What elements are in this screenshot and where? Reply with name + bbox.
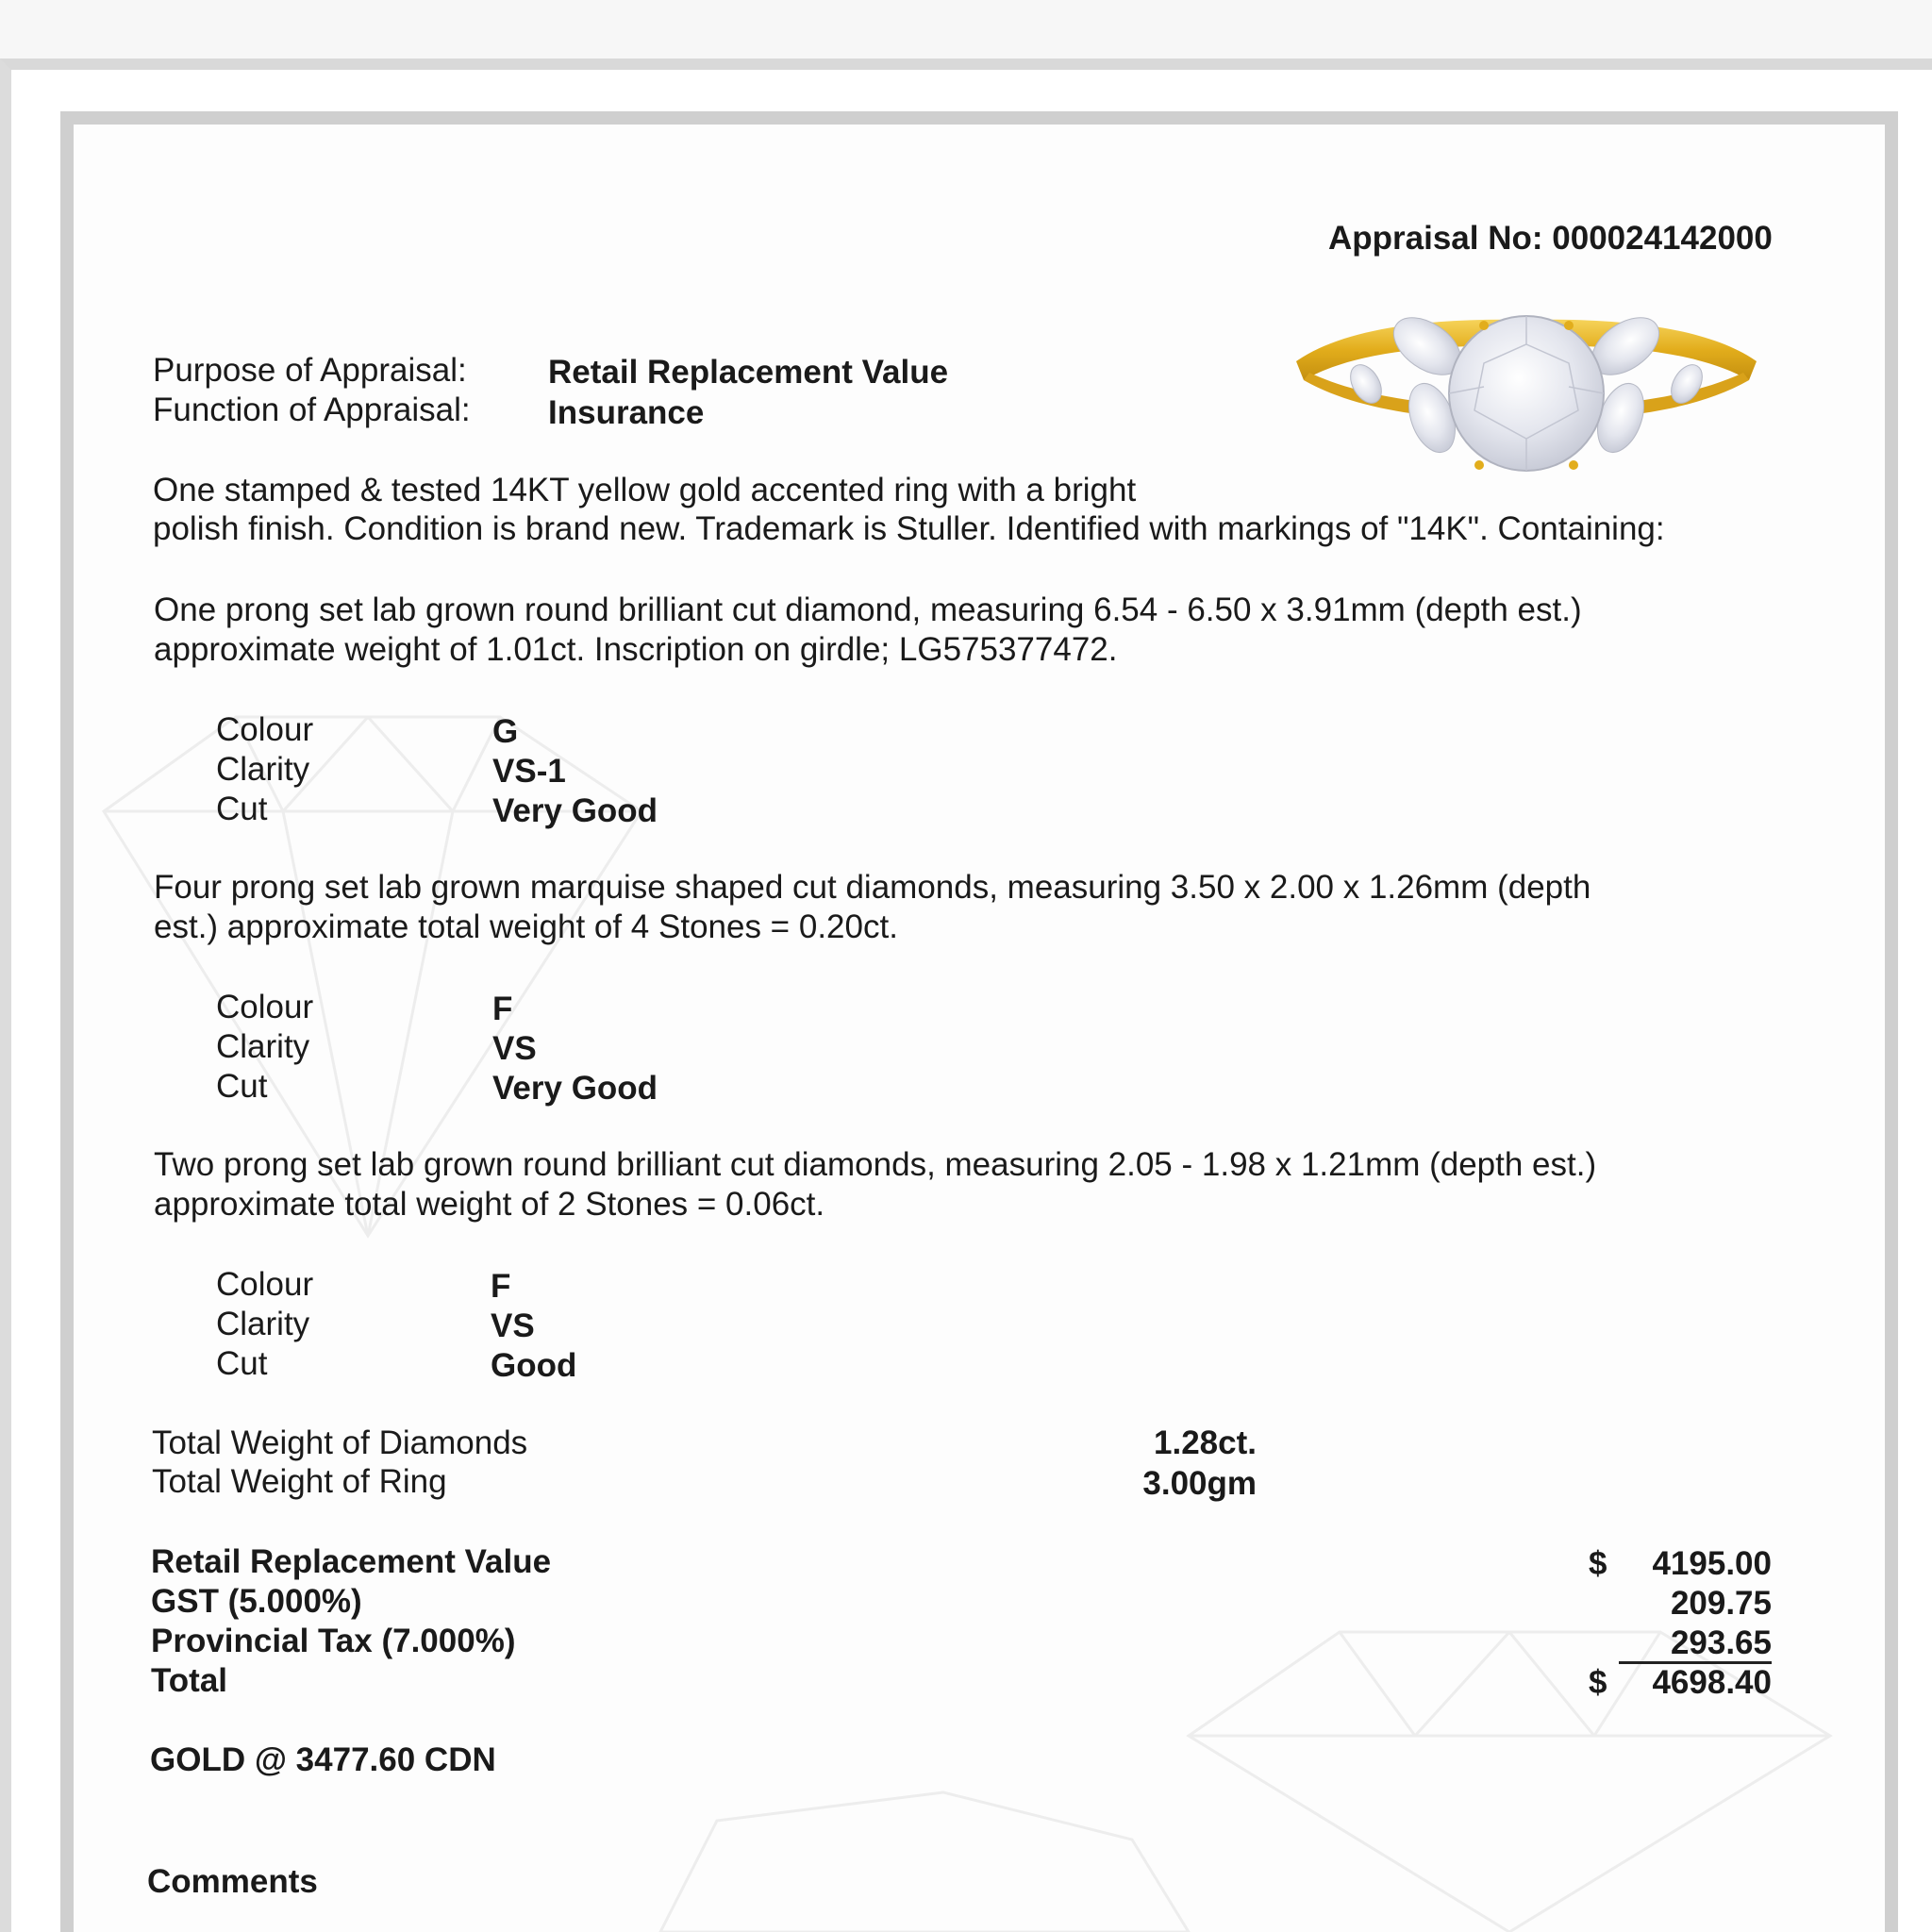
total-label: Total (151, 1662, 228, 1699)
stone-3-line-2: approximate total weight of 2 Stones = 0.06ct. (154, 1186, 825, 1223)
retail-value-label: Retail Replacement Value (151, 1543, 552, 1580)
appraisal-number: Appraisal No: 000024142000 (1328, 220, 1773, 257)
stone-2-clarity-label: Clarity (216, 1028, 310, 1065)
gst-label: GST (5.000%) (151, 1583, 362, 1620)
description-line-1: One stamped & tested 14KT yellow gold accented ring with a bright (153, 472, 1137, 508)
gst-amount: 209.75 (1670, 1585, 1772, 1622)
provincial-tax-label: Provincial Tax (7.000%) (151, 1623, 516, 1659)
description-line-2: polish finish. Condition is brand new. Trademark is Stuller. Identified with markings of "14K". Containing: (153, 510, 1665, 547)
stone-3-line-1: Two prong set lab grown round brilliant cut diamonds, measuring 2.05 - 1.98 x 1.21mm (depth est.) (154, 1146, 1597, 1183)
stone-3-clarity-value: VS (491, 1307, 535, 1344)
function-value: Insurance (548, 394, 705, 431)
purpose-label: Purpose of Appraisal: (153, 352, 467, 389)
retail-value-amount: 4195.00 (1652, 1545, 1772, 1582)
total-currency: $ (1589, 1664, 1607, 1701)
stone-2-colour-value: F (492, 991, 513, 1027)
function-label: Function of Appraisal: (153, 391, 471, 428)
total-amount: 4698.40 (1652, 1664, 1772, 1701)
stone-3-cut-label: Cut (216, 1345, 268, 1382)
stone-1-cut-label: Cut (216, 791, 268, 827)
provincial-tax-amount: 293.65 (1670, 1624, 1772, 1661)
total-weight-diamonds-label: Total Weight of Diamonds (152, 1424, 528, 1461)
ring-photo (1291, 307, 1762, 491)
stone-2-line-2: est.) approximate total weight of 4 Stones = 0.20ct. (154, 908, 898, 945)
purpose-value: Retail Replacement Value (548, 354, 949, 391)
stone-2-clarity-value: VS (492, 1030, 537, 1067)
stone-1-line-2: approximate weight of 1.01ct. Inscription on girdle; LG575377472. (154, 631, 1118, 668)
total-weight-diamonds-value: 1.28ct. (1154, 1424, 1257, 1461)
stone-3-colour-label: Colour (216, 1266, 314, 1303)
stone-2-cut-label: Cut (216, 1068, 268, 1105)
gold-price: GOLD @ 3477.60 CDN (150, 1741, 496, 1778)
total-weight-ring-label: Total Weight of Ring (152, 1463, 447, 1500)
stone-1-colour-value: G (492, 713, 519, 750)
stone-2-line-1: Four prong set lab grown marquise shaped cut diamonds, measuring 3.50 x 2.00 x 1.26mm (depth (154, 869, 1591, 906)
stone-1-line-1: One prong set lab grown round brilliant cut diamond, measuring 6.54 - 6.50 x 3.91mm (depth est.) (154, 591, 1582, 628)
retail-currency: $ (1589, 1545, 1607, 1582)
stone-3-clarity-label: Clarity (216, 1306, 310, 1342)
stone-2-colour-label: Colour (216, 989, 314, 1025)
stone-1-cut-value: Very Good (492, 792, 658, 829)
total-weight-ring-value: 3.00gm (1142, 1465, 1257, 1502)
stone-3-cut-value: Good (491, 1347, 577, 1384)
stone-1-colour-label: Colour (216, 711, 314, 748)
stone-1-clarity-value: VS-1 (492, 753, 566, 790)
stone-3-colour-value: F (491, 1268, 511, 1305)
stone-1-clarity-label: Clarity (216, 751, 310, 788)
stone-2-cut-value: Very Good (492, 1070, 658, 1107)
comments-heading: Comments (147, 1863, 318, 1900)
